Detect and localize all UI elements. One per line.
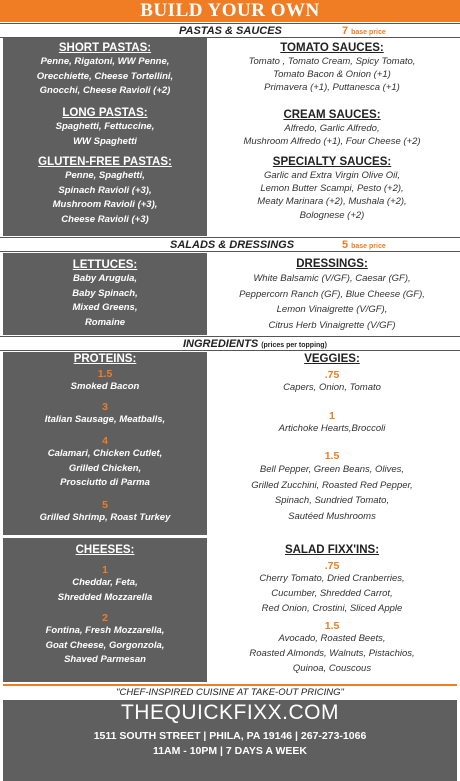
footer xyxy=(3,700,457,781)
list-item: Fontina, Fresh Mozzarella, xyxy=(45,625,165,636)
list-item: Mushroom Alfredo (+1), Four Cheese (+2) xyxy=(243,136,421,148)
proteins-group xyxy=(3,499,207,526)
tomato-sauces-block xyxy=(207,41,457,95)
list-item: Mushroom Ravioli (+3), xyxy=(52,199,158,210)
cream-sauces-heading: CREAM SAUCES: xyxy=(283,109,381,121)
veggies-heading: VEGGIES: xyxy=(304,353,360,365)
list-item: Meaty Marinara (+2), Mushala (+2), xyxy=(257,196,407,208)
list-item: Sautéed Mushrooms xyxy=(288,510,376,522)
website-link[interactable]: THEQUICKFIXX.COM xyxy=(120,701,339,724)
long-pastas-heading: LONG PASTAS: xyxy=(62,107,148,119)
list-item: Spinach, Sundried Tomato, xyxy=(274,495,390,506)
list-item: Goat Cheese, Gorgonzola, xyxy=(45,639,165,651)
list-item: White Balsamic (V/GF), Caesar (GF), xyxy=(253,273,411,284)
salad-fixxins-group xyxy=(207,620,457,676)
long-pastas-block xyxy=(3,106,207,149)
list-item: Grilled Shrimp, Roast Turkey xyxy=(39,512,171,523)
proteins-block xyxy=(3,352,207,366)
cheeses-heading: CHEESES: xyxy=(75,544,135,556)
list-item: Bell Pepper, Green Beans, Olives, xyxy=(259,464,405,475)
dressings-heading: DRESSINGS: xyxy=(296,258,368,270)
list-item: Bolognese (+2) xyxy=(299,209,365,221)
lettuces-heading: LETTUCES: xyxy=(72,259,138,271)
price-label: 1 xyxy=(329,410,335,422)
list-item: Garlic and Extra Virgin Olive Oil, xyxy=(263,170,401,181)
menu-title: BUILD YOUR OWN xyxy=(0,0,460,22)
list-item: Grilled Chicken, xyxy=(68,462,142,474)
list-item: Tomato , Tomato Cream, Spicy Tomato, xyxy=(248,56,416,67)
price-label: 3 xyxy=(102,401,108,413)
list-item: Cherry Tomato, Dried Cranberries, xyxy=(259,573,405,584)
list-item: Cheddar, Feta, xyxy=(72,577,138,588)
veggies-group xyxy=(207,450,457,524)
specialty-sauces-block xyxy=(207,155,457,222)
list-item: Peppercorn Ranch (GF), Blue Cheese (GF), xyxy=(239,288,425,300)
ingredients-section-bar xyxy=(0,336,460,351)
list-item: Spinach Ravioli (+3), xyxy=(58,184,152,196)
price-label: 2 xyxy=(102,612,108,624)
list-item: Gnocchi, Cheese Ravioli (+2) xyxy=(39,85,171,96)
list-item: Citrus Herb Vinaigrette (V/GF) xyxy=(268,319,396,331)
list-item: Artichoke Hearts,Broccoli xyxy=(278,423,386,434)
pastas-section-title: PASTAS & SAUCES xyxy=(179,25,282,37)
cream-sauces-block xyxy=(207,108,457,148)
gluten-free-heading: GLUTEN-FREE PASTAS: xyxy=(38,156,172,168)
list-item: Primavera (+1), Puttanesca (+1) xyxy=(264,82,400,94)
list-item: Penne, Rigatoni, WW Penne, xyxy=(40,56,170,67)
short-pastas-heading: SHORT PASTAS: xyxy=(58,42,152,54)
list-item: Red Onion, Crostini, Sliced Apple xyxy=(261,602,403,614)
proteins-group xyxy=(3,368,207,395)
cheeses-block xyxy=(3,543,207,557)
short-pastas-block xyxy=(3,41,207,99)
list-item: Romaine xyxy=(84,316,126,328)
salad-fixxins-block xyxy=(207,543,457,557)
list-item: Capers, Onion, Tomato xyxy=(283,382,381,393)
ingredients-section-title: INGREDIENTS (prices per topping) xyxy=(183,338,327,350)
list-item: Calamari, Chicken Cutlet, xyxy=(47,448,163,459)
lettuces-block xyxy=(3,258,207,330)
list-item: Tomato Bacon & Onion (+1) xyxy=(273,69,391,81)
list-item: Avocado, Roasted Beets, xyxy=(278,633,386,644)
list-item: Baby Spinach, xyxy=(72,287,138,299)
proteins-group xyxy=(3,435,207,491)
veggies-block xyxy=(207,352,457,366)
veggies-group xyxy=(207,369,457,394)
list-item: Mixed Greens, xyxy=(72,302,138,313)
price-label: 1.5 xyxy=(324,450,340,462)
proteins-group xyxy=(3,401,207,428)
price-label: .75 xyxy=(324,369,340,381)
list-item: Prosciutto di Parma xyxy=(60,477,150,488)
list-item: Alfredo, Garlic Alfredo, xyxy=(284,123,380,134)
list-item: Penne, Spaghetti, xyxy=(65,170,145,181)
list-item: Orecchiette, Cheese Tortellini, xyxy=(36,70,174,82)
list-item: Grilled Zucchini, Roasted Red Pepper, xyxy=(251,479,413,491)
salad-fixxins-group xyxy=(207,560,457,616)
price-label: 1.5 xyxy=(97,368,113,380)
cheeses-group xyxy=(3,564,207,605)
list-item: Roasted Almonds, Walnuts, Pistachios, xyxy=(249,647,415,659)
list-item: Spaghetti, Fettuccine, xyxy=(55,121,155,132)
list-item: Italian Sausage, Meatballs, xyxy=(44,414,166,425)
list-item: Shredded Mozzarella xyxy=(57,591,153,603)
list-item: Lemon Vinaigrette (V/GF), xyxy=(276,304,388,315)
list-item: Smoked Bacon xyxy=(70,381,140,392)
list-item: WW Spaghetti xyxy=(73,135,137,147)
hours-line: 11AM - 10PM | 7 DAYS A WEEK xyxy=(152,745,308,757)
list-item: Cucumber, Shredded Carrot, xyxy=(271,587,393,599)
tomato-sauces-heading: TOMATO SAUCES: xyxy=(280,42,384,54)
price-label: 4 xyxy=(102,435,108,447)
price-label: 5 xyxy=(102,499,108,511)
proteins-heading: PROTEINS: xyxy=(73,353,137,365)
gluten-free-pastas-block xyxy=(3,155,207,227)
price-label: 1 xyxy=(102,564,108,576)
salads-section-title: SALADS & DRESSINGS xyxy=(170,239,295,251)
list-item: Cheese Ravioli (+3) xyxy=(61,213,149,225)
veggies-group xyxy=(207,410,457,435)
pastas-section-bar xyxy=(0,23,460,38)
cheeses-group xyxy=(3,612,207,668)
salad-fixxins-heading: SALAD FIXX'INS: xyxy=(284,544,380,556)
salads-base-price: 5 base price xyxy=(342,239,386,251)
price-label: 1.5 xyxy=(324,620,340,632)
price-label: .75 xyxy=(324,560,340,572)
specialty-sauces-heading: SPECIALTY SAUCES: xyxy=(272,156,392,168)
list-item: Quinoa, Couscous xyxy=(292,662,372,674)
list-item: Lemon Butter Scampi, Pesto (+2), xyxy=(260,183,404,195)
address-line: 1511 SOUTH STREET | PHILA, PA 19146 | 267-273-1066 xyxy=(93,730,367,742)
tagline: "CHEF-INSPIRED CUISINE AT TAKE-OUT PRICING" xyxy=(116,687,344,698)
list-item: Baby Arugula, xyxy=(72,273,138,284)
dressings-block xyxy=(207,257,457,333)
list-item: Shaved Parmesan xyxy=(64,654,146,665)
salads-section-bar xyxy=(0,237,460,252)
pastas-base-price: 7 base price xyxy=(342,25,386,37)
